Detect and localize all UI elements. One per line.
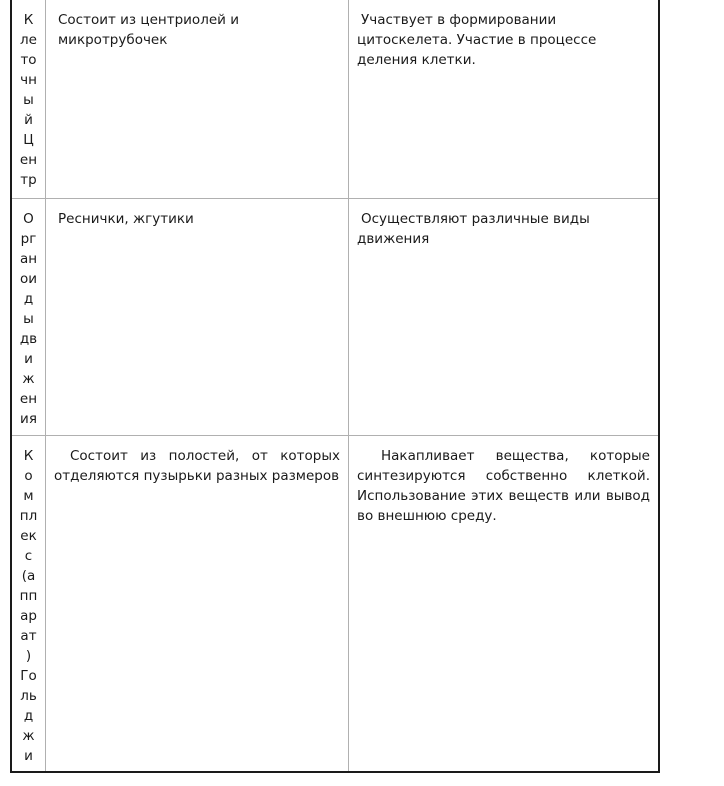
function-cell bbox=[349, 436, 658, 771]
structure-text: Состоит из центриолей и микротрубочек bbox=[58, 12, 239, 48]
name-fragment: (а bbox=[21, 568, 36, 584]
name-fragment: К bbox=[23, 12, 34, 28]
function-cell bbox=[349, 199, 658, 435]
function-text: Участвует в формировании цитоскелета. Участие в процессе деления клетки. bbox=[357, 12, 597, 68]
table-row bbox=[12, 0, 658, 198]
table-row bbox=[12, 198, 658, 435]
name-fragment: ан bbox=[19, 251, 38, 267]
name-fragment: К bbox=[23, 448, 34, 464]
name-fragment: ы bbox=[23, 311, 34, 327]
name-fragment: ои bbox=[19, 271, 38, 287]
name-fragment: д bbox=[23, 708, 34, 724]
name-fragment: и bbox=[24, 748, 33, 764]
name-fragment: д bbox=[23, 291, 34, 307]
name-fragment: ек bbox=[20, 528, 37, 544]
name-fragment: с bbox=[24, 548, 33, 564]
name-fragment: о bbox=[24, 468, 33, 484]
name-fragment: ен bbox=[19, 391, 38, 407]
structure-text: Состоит из полостей, от которых отделяются пузырьки разных размеров bbox=[54, 448, 340, 484]
name-fragment: пл bbox=[19, 508, 38, 524]
name-fragment: ль bbox=[20, 688, 37, 704]
name-fragment: тр bbox=[20, 172, 37, 188]
name-fragment: ) bbox=[25, 648, 32, 664]
name-fragment: О bbox=[23, 211, 34, 227]
structure-cell bbox=[46, 199, 349, 435]
name-fragment: ле bbox=[20, 32, 37, 48]
function-text: Накапливает вещества, которые синтезируются собственно клеткой. Использование этих веществ или вывод во внешнюю среду. bbox=[357, 448, 650, 524]
name-fragment: м bbox=[23, 488, 34, 504]
name-fragment: Го bbox=[20, 668, 37, 684]
structure-cell bbox=[46, 436, 349, 771]
name-fragment: ар bbox=[20, 608, 37, 624]
name-fragment: ж bbox=[22, 728, 35, 744]
name-fragment: ия bbox=[20, 411, 37, 427]
name-fragment: пп bbox=[19, 588, 38, 604]
function-text: Осуществляют различные виды движения bbox=[357, 211, 590, 247]
name-fragment: дв bbox=[19, 331, 38, 347]
function-cell bbox=[349, 0, 658, 198]
name-fragment: Ц bbox=[23, 132, 34, 148]
name-fragment: ат bbox=[20, 628, 37, 644]
organelle-name-cell bbox=[12, 436, 46, 771]
table-row bbox=[12, 435, 658, 771]
name-fragment: ы bbox=[23, 92, 34, 108]
name-fragment: й bbox=[24, 112, 33, 128]
organelle-name-cell bbox=[12, 199, 46, 435]
name-fragment: ен bbox=[19, 152, 38, 168]
organelles-table bbox=[10, 0, 660, 773]
structure-cell bbox=[46, 0, 349, 198]
name-fragment: рг bbox=[20, 231, 37, 247]
structure-text: Реснички, жгутики bbox=[58, 211, 194, 227]
name-fragment: ж bbox=[22, 371, 35, 387]
name-fragment: то bbox=[20, 52, 37, 68]
name-fragment: чн bbox=[20, 72, 37, 88]
name-fragment: и bbox=[24, 351, 33, 367]
organelle-name-cell bbox=[12, 0, 46, 198]
